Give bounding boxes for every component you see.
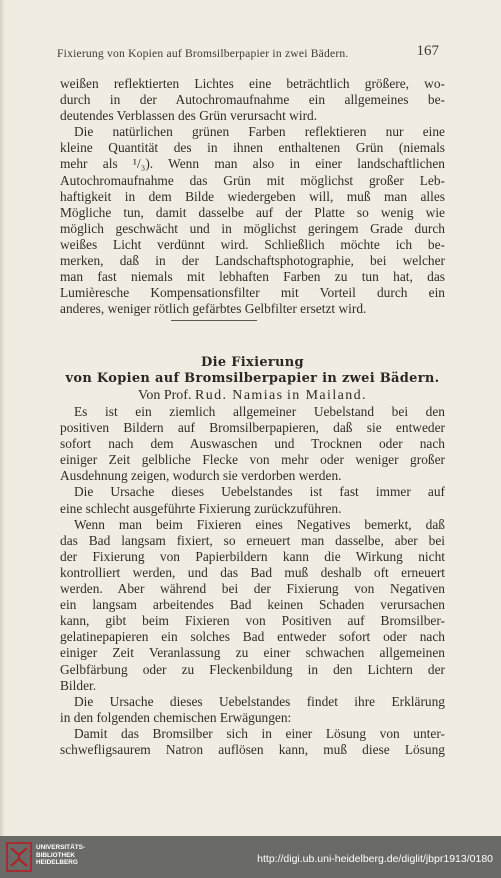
text-block-article xyxy=(60,404,445,758)
text-line: merken, daß in der Landschaftsphotographie, bei welcher xyxy=(60,253,445,269)
text-line: Ausdehnung zeigen, wodurch sie verdorben werden. xyxy=(60,468,342,484)
running-title: Fixierung von Kopien auf Bromsilberpapier in zwei Bädern. xyxy=(57,47,349,60)
text-line: das Bad langsam fixiert, so erneuert man dasselbe, aber bei xyxy=(60,532,445,548)
viewer-footer xyxy=(0,836,501,878)
author-name: Rud. Namias xyxy=(194,388,284,403)
author-prefix: Von Prof. xyxy=(138,388,192,403)
text-line: Mögliche tun, damit dasselbe auf der Platte so wenig wie xyxy=(60,204,445,220)
text-line: Autochromaufnahme das Grün mit möglichst großer Leb- xyxy=(60,172,445,188)
text-line: positiven Bildern auf Bromsilberpapieren, daß sie entweder xyxy=(60,420,445,436)
text-line: Gelbfärbung oder zu Fleckenbildung in den Lichtern der xyxy=(60,661,445,677)
text-line: durch in der Autochromaufnahme ein allgemeines be- xyxy=(60,92,445,108)
text-line: möglich geschwächt und in möglichst geringem Grade durch xyxy=(60,220,445,236)
text-line: anderes, weniger rötlich gefärbtes Gelbfilter ersetzt wird. xyxy=(60,301,367,317)
text-line: weißen reflektierten Lichtes eine beträchtlich größere, wo- xyxy=(60,76,445,91)
text-line: gelatinepapieren ein solches Bad entweder sofort oder nach xyxy=(60,629,445,645)
text-line: der Fixierung von Papierbildern kann die Wirkung nicht xyxy=(60,548,445,564)
article-heading-line1: Die Fixierung xyxy=(201,355,304,370)
text-line: Es ist ein ziemlich allgemeiner Uebelstand bei den xyxy=(74,404,445,419)
text-line: kleine Quantität des in ihnen enthaltenen Grün (niemals xyxy=(60,140,445,156)
text-line: Bilder. xyxy=(60,677,97,693)
text-line: Die Ursache dieses Uebelstandes findet ihre Erklärung xyxy=(74,693,445,709)
text-line: kontrolliert werden, und das Bad muß deshalb oft erneuert xyxy=(60,564,445,580)
library-name: UNIVERSITÄTS- BIBLIOTHEK HEIDELBERG xyxy=(36,844,85,867)
text-line: in den folgenden chemischen Erwägungen: xyxy=(60,709,292,725)
article-heading-line2: von Kopien auf Bromsilberpapier in zwei Bädern. xyxy=(65,371,440,386)
page-number: 167 xyxy=(416,43,439,59)
text-line: man fast niemals mit lebhaften Farben zu tun hat, das xyxy=(60,269,445,285)
document-url-link[interactable]: http://digi.ub.uni-heidelberg.de/diglit/jbpr1913/0180 xyxy=(257,853,493,865)
text-line: weißes Licht verdünnt wird. Schließlich möchte ich be- xyxy=(60,236,445,252)
text-line: kann, gibt beim Fixieren von Positiven auf Bromsilber- xyxy=(60,613,445,629)
text-line: sofort nach dem Auswaschen und Trocknen oder nach xyxy=(60,436,445,452)
author-location: in Mailand. xyxy=(286,388,367,403)
text-block-previous-article xyxy=(60,76,445,317)
text-line: mehr als ¹/₃). Wenn man also in einer landschaftlichen xyxy=(60,156,445,172)
text-line: schwefligsaurem Natron auflösen kann, muß diese Lösung xyxy=(60,741,445,757)
text-line: deutendes Verblassen des Grün verursacht wird. xyxy=(60,108,318,124)
article-author xyxy=(60,388,445,404)
text-line: Die Ursache dieses Uebelstandes ist fast immer auf xyxy=(74,484,445,500)
text-line: Wenn man beim Fixieren eines Negatives bemerkt, daß xyxy=(74,516,445,532)
university-library-logo-icon xyxy=(6,842,32,872)
section-divider xyxy=(171,320,257,321)
text-line: Die natürlichen grünen Farben reflektieren nur eine xyxy=(74,124,445,140)
text-line: werden. Aber während bei der Fixierung von Negativen xyxy=(60,581,445,597)
text-line: eine schlecht ausgeführte Fixierung zurückzuführen. xyxy=(60,500,342,516)
page-header xyxy=(57,43,437,63)
text-line: einiger Zeit gelbliche Flecke von mehr oder weniger großer xyxy=(60,452,445,468)
text-line: Lumièresche Kompensationsfilter mit Vorteil durch ein xyxy=(60,285,445,301)
text-line: ein langsam arbeitendes Bad keinen Schaden verursachen xyxy=(60,597,445,613)
text-line: einiger Zeit Veranlassung zu einer schwachen allgemeinen xyxy=(60,645,445,661)
page-edge-shadow xyxy=(0,0,5,836)
text-line: haftigkeit in dem Bilde wiedergeben will, muß man alles xyxy=(60,188,445,204)
text-line: Damit das Bromsilber sich in einer Lösung von unter- xyxy=(74,725,445,741)
